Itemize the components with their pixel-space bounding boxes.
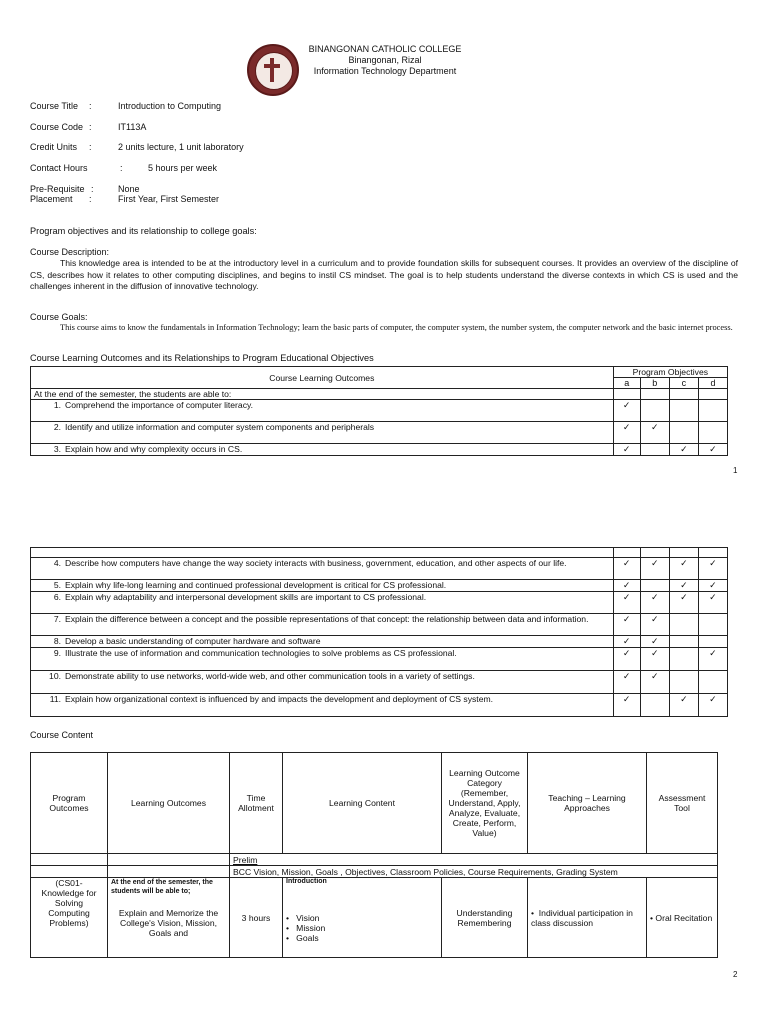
cc-prelim: Prelim: [230, 854, 718, 866]
cc-content-title: Introduction: [286, 878, 327, 885]
cc-approach: • Individual participation in class discussion: [528, 878, 647, 958]
objective-check-c: [669, 671, 698, 694]
objective-check-d: [698, 671, 727, 694]
clo-text: Describe how computers have change the way society interacts with business, government, education, and other aspects of our life.: [65, 558, 567, 568]
objective-check-a: ✓: [613, 558, 640, 580]
objective-check-d: [698, 400, 727, 422]
clo-table-page1: [30, 366, 728, 456]
objective-check-a: ✓: [613, 671, 640, 694]
objective-check-b: ✓: [640, 422, 669, 444]
table-row: [31, 580, 728, 592]
objective-check-d: ✓: [698, 444, 727, 456]
objective-check-d: ✓: [698, 592, 727, 614]
course-description-text: This knowledge area is intended to be at the introductory level in a curriculum and to provide foundation skills for subsequent courses. It provides an overview of the discipline of CS, describes how it relates to other computing disciplines, and begins to instil CS mindset. The goal is to help students understand the diverse contexts in which CS is used and the challenges inherent in the diffusion of innovative technology.: [30, 258, 738, 291]
cc-header-assessment-tool: Assessment Tool: [647, 753, 718, 854]
page-number: 1: [733, 466, 738, 475]
objective-check-b: ✓: [640, 671, 669, 694]
objective-check-d: ✓: [698, 580, 727, 592]
cc-bcc-row: BCC Vision, Mission, Goals , Objectives, Classroom Policies, Course Requirements, Grading System: [230, 866, 718, 878]
program-objectives-heading: Program objectives and its relationship to college goals:: [30, 226, 257, 236]
table-row: [31, 592, 728, 614]
clo-text: Demonstrate ability to use networks, world-wide web, and other communication tools in a variety of settings.: [65, 671, 475, 681]
contact-hours-label: Contact Hours: [30, 163, 88, 173]
college-seal-logo: [247, 44, 299, 96]
objective-check-d: ✓: [698, 648, 727, 671]
objective-check-b: ✓: [640, 592, 669, 614]
objective-check-a: ✓: [613, 422, 640, 444]
cc-header-learning-outcomes: Learning Outcomes: [108, 753, 230, 854]
objective-letter: c: [669, 378, 698, 389]
cc-header-time-allotment: Time Allotment: [230, 753, 283, 854]
prerequisite-label: Pre-Requisite: [30, 184, 85, 194]
department-name: Information Technology Department: [313, 66, 457, 76]
clo-intro: At the end of the semester, the students are able to:: [31, 389, 614, 400]
objective-check-d: [698, 422, 727, 444]
objective-check-b: ✓: [640, 636, 669, 648]
cc-program-outcome: (CS01- Knowledge for Solving Computing Problems): [31, 878, 108, 958]
objective-letter: a: [613, 378, 640, 389]
objective-check-c: [669, 636, 698, 648]
table-row: [31, 694, 728, 717]
objective-check-d: [698, 636, 727, 648]
clo-outcome-cell: [31, 648, 614, 671]
objective-check-a: ✓: [613, 580, 640, 592]
objective-check-a: ✓: [613, 648, 640, 671]
credit-units-value: 2 units lecture, 1 unit laboratory: [118, 142, 244, 152]
course-goals-text: This course aims to know the fundamentals in Information Technology; learn the basic parts of computer, the computer system, the number system, the computer network and the basic internet process.: [60, 323, 733, 332]
objective-check-c: ✓: [669, 558, 698, 580]
objective-check-c: ✓: [669, 444, 698, 456]
list-item: • Goals: [286, 933, 319, 943]
objective-check-c: [669, 648, 698, 671]
contact-hours-sep: :: [120, 163, 123, 173]
objective-check-b: ✓: [640, 614, 669, 636]
table-row: [31, 614, 728, 636]
contact-hours-value: 5 hours per week: [148, 163, 218, 173]
objective-check-b: [640, 694, 669, 717]
clo-text: Explain how organizational context is influenced by and impacts the development and deployment of CS system.: [65, 694, 494, 704]
clo-outcome-cell: [31, 558, 614, 580]
objective-check-b: ✓: [640, 558, 669, 580]
course-code-label: Course Code: [30, 122, 84, 132]
clo-header-objectives: Program Objectives: [613, 367, 727, 378]
course-content-heading: Course Content: [30, 730, 94, 740]
clo-number: 6.: [53, 592, 61, 602]
objective-check-c: [669, 422, 698, 444]
list-item: • Mission: [286, 923, 326, 933]
clo-number: 1.: [53, 400, 61, 410]
objective-check-b: [640, 400, 669, 422]
placement-sep: :: [89, 194, 92, 204]
course-content-table: [30, 752, 718, 958]
clo-number: 4.: [53, 558, 61, 568]
objective-check-b: [640, 580, 669, 592]
prerequisite-value: None: [118, 184, 140, 194]
table-row: [31, 400, 728, 422]
course-goals-heading: Course Goals:: [30, 312, 88, 322]
clo-outcome-cell: [31, 400, 614, 422]
table-row: [31, 648, 728, 671]
objective-check-d: [698, 614, 727, 636]
course-description-heading: Course Description:: [30, 247, 110, 257]
objective-check-c: [669, 614, 698, 636]
clo-text: Explain why adaptability and interpersonal development skills are important to CS professional.: [65, 592, 427, 602]
clo-number: 3.: [53, 444, 61, 454]
clo-number: 2.: [53, 422, 61, 432]
placement-value: First Year, First Semester: [118, 194, 220, 204]
objective-check-c: ✓: [669, 592, 698, 614]
course-code-value: IT113A: [118, 122, 147, 132]
clo-number: 10.: [49, 671, 61, 681]
table-row: [31, 422, 728, 444]
clo-header-outcomes: Course Learning Outcomes: [31, 367, 614, 389]
clo-table-page2: [30, 547, 728, 717]
cc-header-teaching-approaches: Teaching – Learning Approaches: [528, 753, 647, 854]
table-row: [31, 671, 728, 694]
objective-check-b: ✓: [640, 648, 669, 671]
objective-check-a: ✓: [613, 400, 640, 422]
cc-header-outcome-category: Learning Outcome Category (Remember, Understand, Apply, Analyze, Evaluate, Create, Perform, Value): [442, 753, 528, 854]
objective-check-c: ✓: [669, 580, 698, 592]
course-title-sep: :: [89, 101, 92, 111]
clo-outcome-cell: [31, 694, 614, 717]
college-location: Binangonan, Rizal: [348, 55, 422, 65]
table-row: [31, 558, 728, 580]
clo-number: 5.: [53, 580, 61, 590]
clo-outcome-cell: [31, 592, 614, 614]
clo-outcome-cell: [31, 636, 614, 648]
clo-outcome-cell: [31, 614, 614, 636]
objective-check-c: [669, 400, 698, 422]
clo-text: Explain how and why complexity occurs in CS.: [65, 444, 243, 454]
credit-units-label: Credit Units: [30, 142, 78, 152]
clo-number: 9.: [53, 648, 61, 658]
course-title-label: Course Title: [30, 101, 79, 111]
cc-tool: • Oral Recitation: [647, 878, 718, 958]
clo-outcome-cell: [31, 671, 614, 694]
clo-text: Explain why life-long learning and continued professional development is critical for CS professional.: [65, 580, 447, 590]
cc-time: 3 hours: [230, 878, 283, 958]
prerequisite-sep: :: [91, 184, 94, 194]
clo-outcome-cell: [31, 422, 614, 444]
cc-header-program-outcomes: Program Outcomes: [31, 753, 108, 854]
cc-lo-intro: At the end of the semester, the students will be able to;: [111, 879, 213, 895]
clo-heading: Course Learning Outcomes and its Relationships to Program Educational Objectives: [30, 353, 374, 363]
objective-check-a: ✓: [613, 636, 640, 648]
cc-category: Understanding Remembering: [442, 878, 528, 958]
course-code-sep: :: [89, 122, 92, 132]
objective-check-d: ✓: [698, 694, 727, 717]
clo-text: Explain the difference between a concept and the possible representations of that concept: the relationship between data and information.: [65, 614, 589, 624]
credit-units-sep: :: [89, 142, 92, 152]
table-row: [31, 636, 728, 648]
clo-number: 8.: [53, 636, 61, 646]
clo-outcome-cell: [31, 444, 614, 456]
objective-check-b: [640, 444, 669, 456]
clo-text: Illustrate the use of information and communication technologies to solve problems as CS professional.: [65, 648, 457, 658]
course-title-value: Introduction to Computing: [118, 101, 222, 111]
objective-check-a: ✓: [613, 444, 640, 456]
clo-text: Comprehend the importance of computer literacy.: [65, 400, 254, 410]
placement-label: Placement: [30, 194, 73, 204]
page-number: 2: [733, 970, 738, 979]
objective-check-d: ✓: [698, 558, 727, 580]
list-item: • Vision: [286, 913, 320, 923]
clo-number: 7.: [53, 614, 61, 624]
cc-lo-text: Explain and Memorize the College's Vision, Mission, Goals and: [118, 908, 219, 938]
table-row: [31, 444, 728, 456]
college-name: BINANGONAN CATHOLIC COLLEGE: [308, 44, 462, 54]
clo-text: Identify and utilize information and computer system components and peripherals: [65, 422, 375, 432]
cc-content-list: [286, 913, 438, 943]
objective-check-c: ✓: [669, 694, 698, 717]
objective-check-a: ✓: [613, 592, 640, 614]
cc-header-learning-content: Learning Content: [283, 753, 442, 854]
objective-letter: b: [640, 378, 669, 389]
objective-check-a: ✓: [613, 694, 640, 717]
clo-text: Develop a basic understanding of computer hardware and software: [65, 636, 321, 646]
clo-number: 11.: [49, 694, 61, 704]
objective-letter: d: [698, 378, 727, 389]
objective-check-a: ✓: [613, 614, 640, 636]
clo-outcome-cell: [31, 580, 614, 592]
